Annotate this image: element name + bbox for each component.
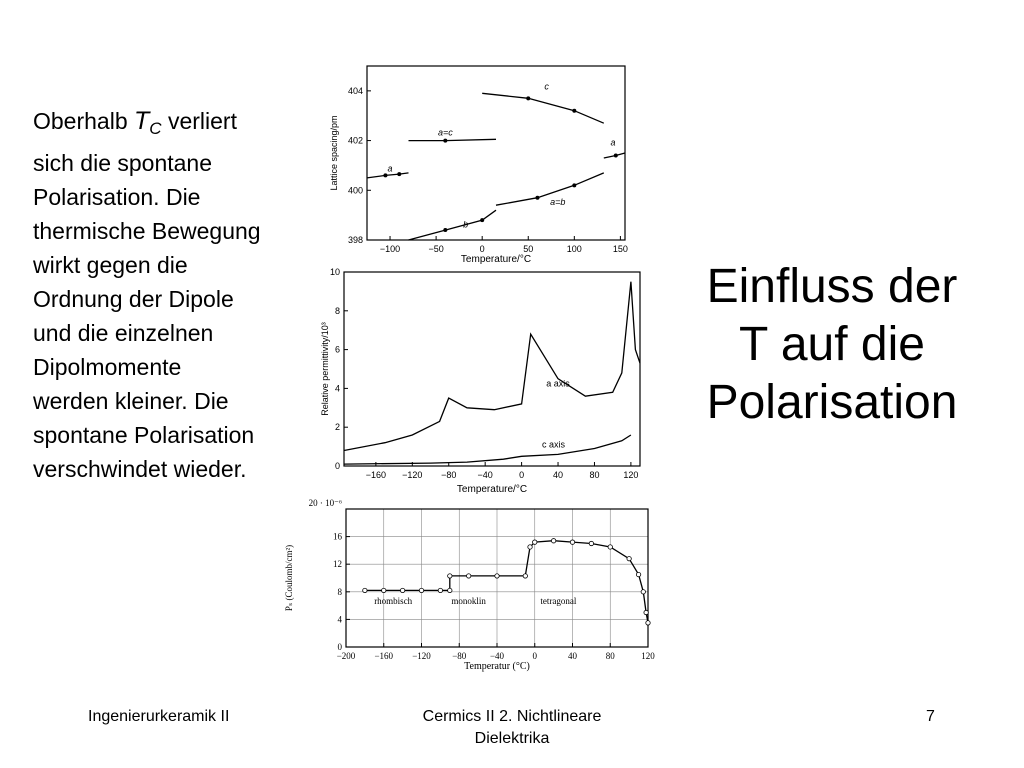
annotation-label: a=b: [550, 197, 566, 208]
footer-lecture-title-line-1: Cermics II 2. Nichtlineare: [422, 708, 602, 725]
series-line: [409, 210, 497, 240]
y-tick-label: 404: [347, 85, 363, 96]
y-tick-label: 8: [337, 586, 342, 597]
data-point: [400, 588, 404, 592]
data-point: [636, 572, 640, 576]
polarization-chart: [286, 495, 658, 673]
plot-frame: [344, 272, 640, 466]
data-point: [589, 541, 593, 545]
lattice-spacing-chart: [325, 62, 635, 267]
slide-title: [672, 258, 992, 432]
data-point: [480, 218, 484, 222]
data-point: [383, 173, 387, 177]
data-point: [608, 545, 612, 549]
x-tick-label: 0: [479, 244, 485, 254]
x-tick-label: −120: [402, 470, 423, 480]
y-axis-label: Lattice spacing/pm: [329, 115, 339, 191]
y-tick-label: 0: [334, 461, 340, 471]
x-tick-label: 0: [532, 651, 537, 661]
annotation-label: a=c: [437, 127, 453, 138]
annotation-label: a: [610, 137, 616, 148]
title-line-1: Einfluss der: [706, 260, 958, 313]
x-tick-label: 40: [553, 470, 564, 480]
x-tick-label: −80: [452, 651, 467, 661]
annotation-label: a axis: [546, 378, 570, 389]
x-tick-label: −160: [365, 470, 387, 480]
data-point: [448, 574, 452, 578]
title-line-2: T auf die: [739, 318, 925, 371]
series-line: [344, 435, 631, 464]
y-tick-label: 4: [334, 383, 340, 394]
y-tick-label: 10: [329, 267, 340, 277]
x-tick-label: −40: [489, 651, 505, 661]
permittivity-chart: [322, 266, 642, 498]
footer-lecture-title: [392, 706, 632, 750]
x-axis-label: Temperatur (°C): [464, 661, 530, 672]
y-tick-label: 6: [334, 344, 340, 355]
x-axis-label: Temperature/°C: [460, 254, 532, 265]
annotation-label: c axis: [541, 439, 565, 450]
data-point: [644, 610, 648, 614]
data-point: [443, 228, 447, 232]
y-tick-label: 12: [333, 559, 342, 570]
y-tick-label: 402: [347, 135, 363, 146]
x-tick-label: −100: [379, 244, 401, 254]
data-point: [533, 540, 537, 544]
curie-temperature-symbol: T: [134, 107, 150, 135]
data-point: [551, 539, 555, 543]
x-tick-label: 40: [568, 651, 577, 661]
data-point: [526, 96, 530, 100]
series-line: [409, 139, 497, 140]
series-line: [482, 93, 604, 123]
data-point: [614, 153, 618, 157]
data-point: [646, 621, 650, 625]
data-point: [495, 574, 499, 578]
y-axis-label: Relative permittivity/10³: [320, 322, 330, 416]
plot-frame: [367, 66, 625, 240]
x-tick-label: 50: [523, 244, 534, 254]
y-tick-label: 4: [337, 614, 342, 625]
series-line: [365, 541, 648, 623]
annotation-label: tetragonal: [540, 596, 577, 607]
y-tick-label: 16: [333, 531, 342, 542]
annotation-label: monoklin: [451, 596, 486, 607]
footer-lecture-title-line-2: Dielektrika: [474, 730, 550, 747]
lattice-spacing-svg: [325, 62, 635, 267]
x-axis-label: Temperature/°C: [456, 484, 528, 495]
data-point: [397, 172, 401, 176]
permittivity-svg: [322, 266, 642, 498]
x-tick-label: −40: [477, 470, 493, 480]
data-point: [466, 574, 470, 578]
data-point: [438, 588, 442, 592]
data-point: [523, 574, 527, 578]
y-tick-label: 400: [347, 185, 363, 196]
data-point: [528, 545, 532, 549]
annotation-label: a: [387, 163, 393, 174]
data-point: [572, 183, 576, 187]
x-tick-label: 80: [605, 651, 615, 661]
data-point: [448, 588, 452, 592]
x-tick-label: −200: [336, 651, 356, 661]
data-point: [443, 139, 447, 143]
x-tick-label: 100: [566, 244, 582, 254]
curie-temperature-subscript: C: [149, 119, 162, 138]
data-point: [363, 588, 367, 592]
annotation-label: b: [463, 219, 469, 230]
y-tick-label: 2: [334, 422, 340, 433]
series-line: [344, 282, 640, 451]
data-point: [570, 540, 574, 544]
data-point: [535, 196, 539, 200]
data-point: [382, 588, 386, 592]
footer-course-name: Ingenierurkeramik II: [88, 708, 230, 725]
y-tick-label: 398: [347, 235, 363, 245]
data-point: [627, 556, 631, 560]
polarization-svg: [286, 495, 658, 673]
y-multiplier-label: 20 · 10⁻⁶: [308, 498, 342, 508]
data-point: [641, 590, 645, 594]
data-point: [572, 109, 576, 113]
x-tick-label: −80: [441, 470, 457, 480]
x-tick-label: −50: [428, 244, 444, 254]
explanation-body: verliert sich die spontane Polarisation. Die thermische Bewegung wirkt gegen die Ordnung der Dipole und die einzelnen Dipolmomente werden kleiner. Die spontane Polarisation verschwindet wieder.: [33, 108, 261, 482]
explanation-text: [33, 104, 261, 486]
x-tick-label: −160: [374, 651, 394, 661]
x-tick-label: −120: [412, 651, 431, 661]
title-line-3: Polarisation: [706, 376, 958, 429]
annotation-label: rhombisch: [374, 596, 413, 607]
y-tick-label: 8: [334, 305, 340, 316]
footer-page-number: 7: [926, 708, 935, 725]
data-point: [419, 588, 423, 592]
lead-word: Oberhalb: [33, 108, 128, 134]
y-tick-label: 0: [337, 642, 342, 652]
x-tick-label: 150: [612, 244, 628, 254]
x-tick-label: 0: [519, 470, 525, 480]
y-axis-label: Pₛ (Coulomb/cm²): [284, 544, 294, 612]
annotation-label: c: [544, 81, 549, 92]
x-tick-label: 120: [623, 470, 639, 480]
x-tick-label: 80: [589, 470, 600, 480]
x-tick-label: 120: [641, 651, 655, 661]
